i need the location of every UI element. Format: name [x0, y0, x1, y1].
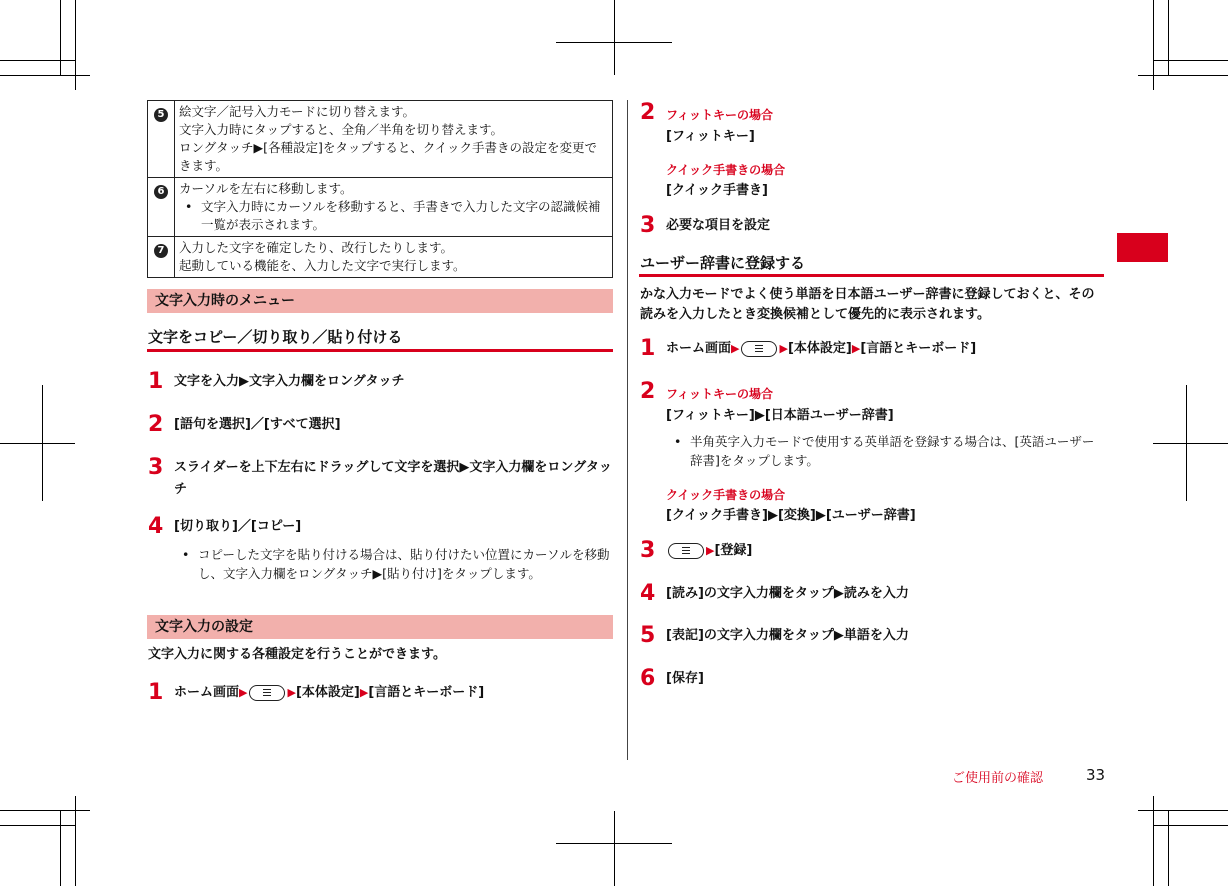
- step-text: ▶[登録]: [666, 540, 752, 562]
- crop-mark: [1138, 810, 1228, 811]
- step-item: [640, 102, 666, 124]
- crop-mark: [0, 60, 75, 61]
- sub-heading: クイック手書きの場合: [666, 488, 786, 502]
- intro-text: かな入力モードでよく使う単語を日本語ユーザー辞書に登録しておくと、その読みを入力したとき変換候補として優先的に表示されます。: [640, 287, 1095, 322]
- row-text: 起動している機能を、入力した文字で実行します。: [179, 258, 466, 273]
- menu-key-icon: [249, 685, 285, 701]
- crop-mark: [0, 75, 90, 76]
- crop-mark: [614, 811, 615, 886]
- crop-mark: [0, 825, 75, 826]
- step-text: [切り取り]／[コピー]: [174, 519, 302, 534]
- table-row: [148, 237, 613, 278]
- step-number: 2: [148, 412, 164, 437]
- section-band-menu: 文字入力時のメニュー: [147, 289, 613, 313]
- key-number-7: 7: [154, 244, 168, 258]
- intro-text: 文字入力に関する各種設定を行うことができます。: [148, 647, 446, 662]
- crop-mark: [60, 811, 61, 886]
- step-number: 3: [640, 213, 656, 238]
- menu-key-icon: [741, 341, 777, 357]
- arrow-icon: ▶: [359, 686, 369, 699]
- row-text: 絵文字／記号入力モードに切り替えます。: [179, 104, 416, 119]
- key-number-5: 5: [154, 108, 168, 122]
- section-band-settings: 文字入力の設定: [147, 615, 613, 639]
- step-item: [640, 540, 752, 562]
- page-number: 33: [1086, 766, 1106, 784]
- arrow-icon: ▶: [731, 342, 740, 355]
- key-table: [147, 100, 613, 278]
- heading-underline: [639, 274, 1104, 277]
- note-text: コピーした文字を貼り付ける場合は、貼り付けたい位置にカーソルを移動し、文字入力欄をロングタッチ▶[貼り付け]をタップします。: [198, 547, 610, 581]
- crop-mark: [60, 0, 61, 75]
- crop-mark: [1138, 75, 1228, 76]
- step-item: [640, 583, 909, 605]
- step-number: 6: [640, 666, 656, 691]
- arrow-icon: ▶: [779, 342, 788, 355]
- crop-mark: [1153, 825, 1228, 826]
- crop-mark: [1153, 60, 1228, 61]
- step-number: 5: [640, 623, 656, 648]
- arrow-icon: ▶: [706, 544, 715, 557]
- arrow-icon: ▶: [851, 342, 861, 355]
- crop-mark: [1153, 443, 1228, 444]
- heading-user-dictionary: ユーザー辞書に登録する: [640, 254, 806, 272]
- step-item: [640, 668, 704, 690]
- step-item: [148, 457, 614, 501]
- step-text: [クイック手書き]: [666, 183, 768, 198]
- sub-heading: フィットキーの場合: [666, 387, 774, 401]
- step-text: ホーム画面▶ ▶[本体設定]▶[言語とキーボード]: [666, 341, 977, 356]
- step-number: 2: [640, 379, 656, 404]
- step-number: 1: [640, 336, 656, 361]
- note-text: 半角英字入力モードで使用する英単語を登録する場合は、[英語ユーザー辞書]をタップします。: [690, 434, 1095, 468]
- bullet-note: • 半角英字入力モードで使用する英単語を登録する場合は、[英語ユーザー辞書]をタップします。: [674, 432, 1104, 470]
- sub-heading: フィットキーの場合: [666, 108, 774, 122]
- bullet-text: 文字入力時にカーソルを移動すると、手書きで入力した文字の認識候補一覧が表示されます。: [201, 199, 601, 232]
- crop-mark: [42, 385, 43, 501]
- step-text: [クイック手書き]▶[変換]▶[ユーザー辞書]: [666, 508, 916, 523]
- key-number-6: 6: [154, 185, 168, 199]
- step-number: 1: [148, 680, 164, 705]
- row-text: 文字入力時にタップすると、全角／半角を切り替えます。: [179, 122, 504, 137]
- step-item: [640, 381, 666, 403]
- table-row: [148, 178, 613, 237]
- heading-underline: [147, 349, 613, 352]
- step-item: [148, 682, 614, 704]
- step-text: 必要な項目を設定: [666, 218, 771, 233]
- step-number: 3: [640, 538, 656, 563]
- column-divider: [627, 100, 628, 760]
- crop-mark: [0, 810, 90, 811]
- step-number: 2: [640, 100, 656, 125]
- crop-mark: [614, 0, 615, 75]
- step-text: スライダーを上下左右にドラッグして文字を選択▶文字入力欄をロングタッチ: [174, 460, 612, 497]
- row-text: カーソルを左右に移動します。: [179, 181, 353, 196]
- step-number: 3: [148, 455, 164, 480]
- step-text: 文字を入力▶文字入力欄をロングタッチ: [174, 374, 405, 389]
- crop-mark: [75, 0, 76, 90]
- bullet-note: • 文字入力時にカーソルを移動すると、手書きで入力した文字の認識候補一覧が表示されます。: [179, 198, 608, 234]
- step-item: [148, 371, 614, 393]
- row-text: ロングタッチ▶[各種設定]をタップすると、クイック手書きの設定を変更できます。: [179, 140, 597, 173]
- step-text: [表記]の文字入力欄をタップ▶単語を入力: [666, 628, 909, 643]
- step-number: 4: [148, 514, 164, 539]
- step-text: [フィットキー]: [666, 129, 755, 144]
- row-text: 入力した文字を確定したり、改行したりします。: [179, 240, 454, 255]
- step-text: ホーム画面▶ ▶[本体設定]▶[言語とキーボード]: [174, 685, 485, 700]
- step-text: [保存]: [666, 671, 704, 686]
- step-number: 4: [640, 581, 656, 606]
- crop-mark: [1168, 811, 1169, 886]
- section-index-tab: [1117, 233, 1168, 262]
- crop-mark: [1186, 385, 1187, 501]
- table-row: [148, 101, 613, 178]
- crop-mark: [0, 443, 75, 444]
- arrow-icon: ▶: [287, 686, 296, 699]
- crop-mark: [1153, 0, 1154, 90]
- arrow-icon: ▶: [239, 686, 248, 699]
- crop-mark: [1168, 0, 1169, 75]
- bullet-note: • コピーした文字を貼り付ける場合は、貼り付けたい位置にカーソルを移動し、文字入力欄をロングタッチ▶[貼り付け]をタップします。: [182, 545, 612, 583]
- heading-copy-paste: 文字をコピー／切り取り／貼り付ける: [148, 328, 403, 346]
- step-text: [フィットキー]▶[日本語ユーザー辞書]: [666, 408, 894, 423]
- step-item: [640, 215, 770, 237]
- step-number: 1: [148, 369, 164, 394]
- footer-section-title: ご使用前の確認: [952, 771, 1044, 786]
- menu-key-icon: [668, 543, 704, 559]
- sub-heading: クイック手書きの場合: [666, 163, 786, 177]
- step-item: [148, 516, 614, 538]
- step-item: [148, 414, 614, 436]
- step-item: [640, 625, 909, 647]
- step-text: [読み]の文字入力欄をタップ▶読みを入力: [666, 586, 909, 601]
- step-text: [語句を選択]／[すべて選択]: [174, 417, 341, 432]
- step-item: [640, 338, 1105, 360]
